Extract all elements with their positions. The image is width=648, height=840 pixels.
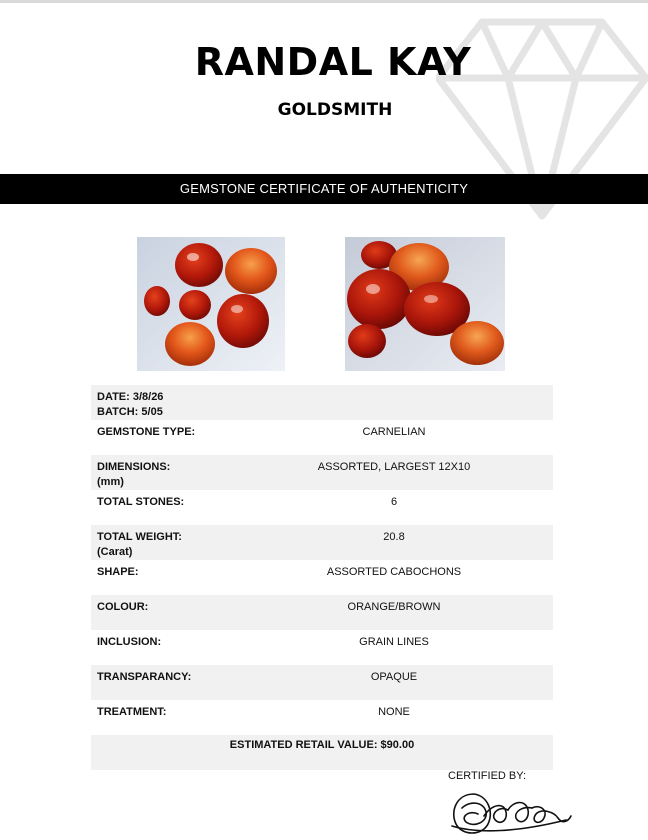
date-label: DATE: 3/8/26	[97, 391, 164, 403]
row-date-batch	[91, 385, 553, 420]
row-total-stones	[91, 490, 553, 525]
carnelian-photo-2	[345, 237, 505, 371]
inclusion-value: GRAIN LINES	[359, 636, 429, 648]
dimensions-label: DIMENSIONS:	[97, 461, 171, 473]
brand-title: RANDAL KAY	[194, 40, 472, 84]
certified-by-label: CERTIFIED BY:	[448, 770, 527, 782]
total-weight-label: TOTAL WEIGHT:	[97, 531, 182, 543]
brand-subtitle: GOLDSMITH	[277, 100, 393, 120]
row-total-weight	[91, 525, 553, 560]
total-stones-value: 6	[390, 496, 398, 508]
treatment-label: TREATMENT:	[97, 706, 167, 718]
row-transparancy	[91, 665, 553, 700]
retail-value-row	[91, 735, 553, 770]
top-border	[0, 0, 648, 3]
row-inclusion	[91, 630, 553, 665]
signature	[448, 786, 573, 838]
gemstone-type-label: GEMSTONE TYPE:	[97, 426, 196, 438]
batch-label: BATCH: 5/05	[97, 406, 163, 418]
shape-value: ASSORTED CABOCHONS	[326, 566, 462, 578]
row-gemstone-type	[91, 420, 553, 455]
row-colour	[91, 595, 553, 630]
transparancy-value: OPAQUE	[370, 671, 418, 683]
certificate-banner: GEMSTONE CERTIFICATE OF AUTHENTICITY	[0, 174, 648, 204]
row-dimensions	[91, 455, 553, 490]
dimensions-unit: (mm)	[97, 476, 124, 488]
shape-label: SHAPE:	[97, 566, 139, 578]
dimensions-value: ASSORTED, LARGEST 12X10	[317, 461, 471, 473]
carnelian-photo-1	[137, 237, 285, 371]
colour-value: ORANGE/BROWN	[347, 601, 441, 613]
transparancy-label: TRANSPARANCY:	[97, 671, 192, 683]
total-weight-unit: (Carat)	[97, 546, 133, 558]
treatment-value: NONE	[378, 706, 410, 718]
retail-value: ESTIMATED RETAIL VALUE: $90.00	[229, 739, 415, 751]
total-stones-label: TOTAL STONES:	[97, 496, 185, 508]
colour-label: COLOUR:	[97, 601, 149, 613]
row-treatment	[91, 700, 553, 735]
total-weight-value: 20.8	[383, 531, 405, 543]
inclusion-label: INCLUSION:	[97, 636, 162, 648]
row-shape	[91, 560, 553, 595]
gemstone-type-value: CARNELIAN	[362, 426, 426, 438]
